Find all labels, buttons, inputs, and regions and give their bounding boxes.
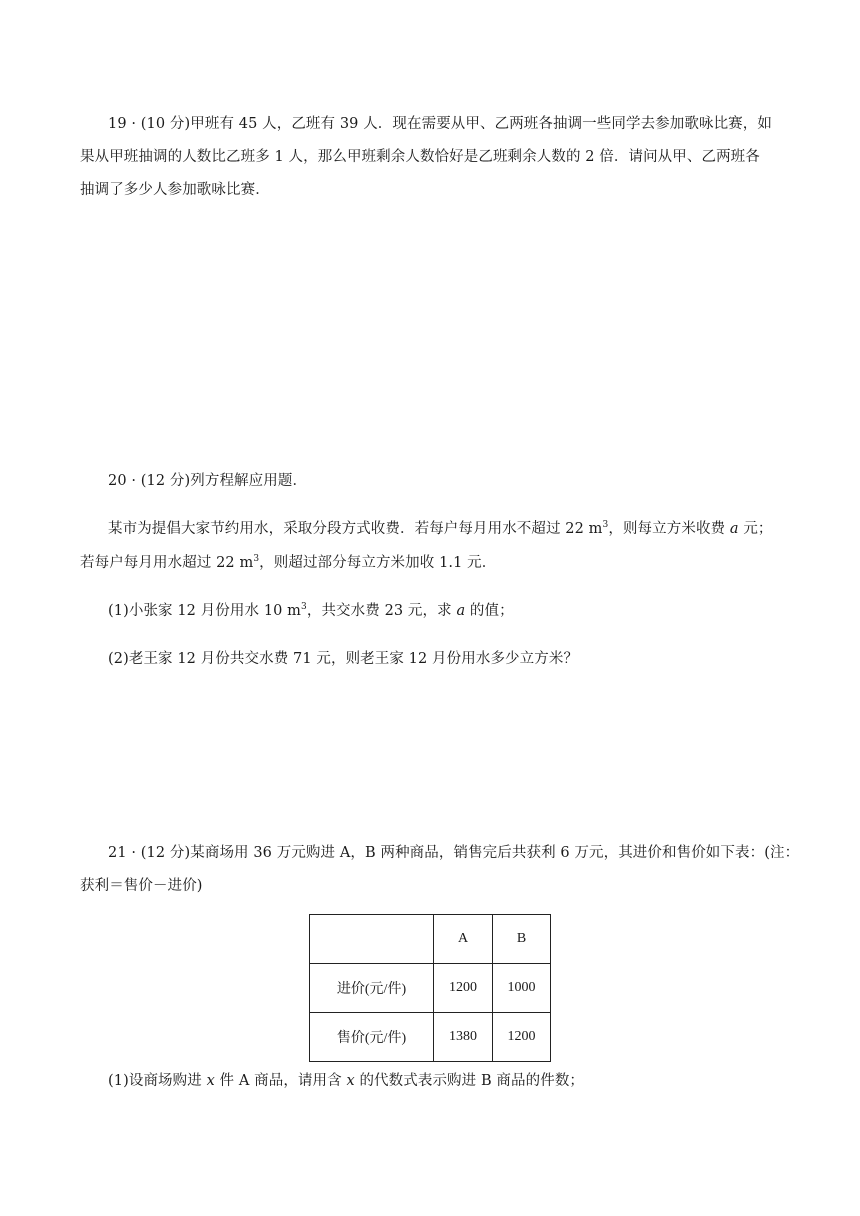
q19-line-3: 抽调了多少人参加歌咏比赛． [80, 182, 270, 198]
q20-paragraph-line-1: 某市为提倡大家节约用水，采取分段方式收费．若每户每月用水不超过 22 $m^3$，则每立方米收费 a 元； [108, 520, 773, 537]
q21-line-1: 21 · (12 分)某商场用 36 万元购进 A，B 两种商品，销售完后共获利 6 万元，其进价和售价如下表：(注： [108, 845, 800, 861]
table-cell: 售价(元/件) [310, 1013, 434, 1062]
table-cell: 进价(元/件) [310, 964, 434, 1013]
q20-subquestion-1: (1)小张家 12 月份用水 10 $m^3$，共交水费 23 元，求 a 的值； [108, 602, 514, 619]
table-row [310, 1013, 551, 1062]
q19-line-2: 果从甲班抽调的人数比乙班多 1 人，那么甲班剩余人数恰好是乙班剩余人数的 2 倍．请问从甲、乙两班各 [80, 149, 760, 165]
q20-paragraph-line-2: 若每户每月用水超过 22 $m^3$，则超过部分每立方米加收 1.1 元． [80, 554, 497, 571]
table-cell: 1200 [434, 964, 493, 1013]
price-table [309, 914, 551, 1062]
table-header-row [310, 915, 551, 964]
table-header-cell [310, 915, 434, 964]
table-cell: 1000 [493, 964, 551, 1013]
q20-heading: 20 · (12 分)列方程解应用题． [108, 473, 308, 489]
q19-line-1: 19 · (10 分)甲班有 45 人，乙班有 39 人．现在需要从甲、乙两班各抽调一些同学去参加歌咏比赛，如 [108, 116, 772, 132]
q20-subquestion-2: (2)老王家 12 月份共交水费 71 元，则老王家 12 月份用水多少立方米？ [108, 651, 579, 667]
table-header-cell: A [434, 915, 493, 964]
table-cell: 1380 [434, 1013, 493, 1062]
q21-subquestion-1: (1)设商场购进 x 件 A 商品，请用含 x 的代数式表示购进 B 商品的件数； [108, 1073, 585, 1089]
table-row [310, 964, 551, 1013]
table-cell: 1200 [493, 1013, 551, 1062]
table-header-cell: B [493, 915, 551, 964]
q21-line-2: 获利＝售价－进价) [80, 878, 203, 894]
